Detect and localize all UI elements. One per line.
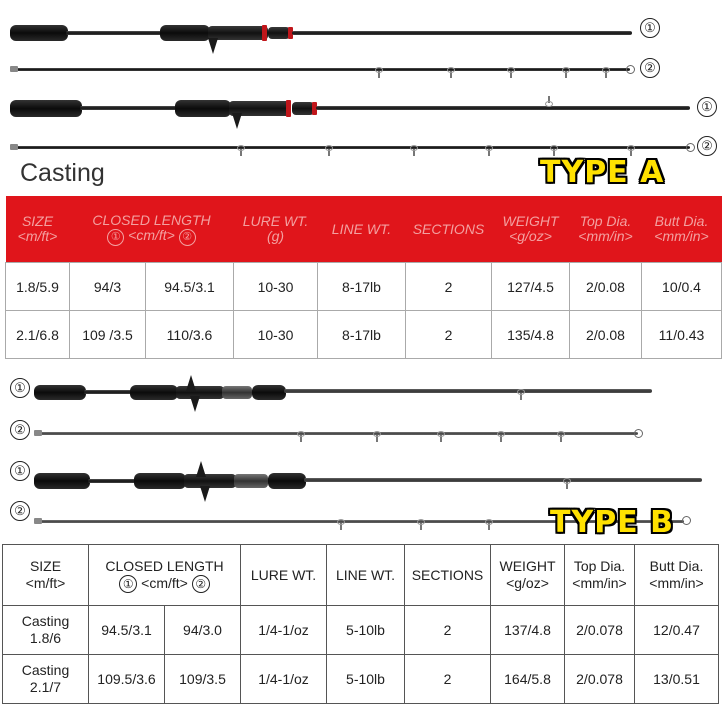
- casting-title: Casting: [20, 159, 105, 187]
- header-size: SIZE <m/ft>: [3, 545, 89, 606]
- cell-butt-dia: 10/0.4: [642, 263, 722, 311]
- cell-size: Casting 1.8/6: [3, 606, 89, 655]
- cell-closed-2: 109/3.5: [165, 655, 241, 704]
- cell-size: 1.8/5.9: [6, 263, 70, 311]
- cell-sections: 2: [405, 655, 491, 704]
- cell-closed-1: 109 /3.5: [70, 311, 146, 359]
- header-sections: SECTIONS: [405, 545, 491, 606]
- cell-line-wt: 5-10lb: [327, 655, 405, 704]
- header-lure-wt: LURE WT. (g): [234, 196, 318, 263]
- cell-butt-dia: 13/0.51: [635, 655, 719, 704]
- cell-lure-wt: 1/4-1/oz: [241, 606, 327, 655]
- cell-butt-dia: 11/0.43: [642, 311, 722, 359]
- header-line-wt: LINE WT.: [318, 196, 406, 263]
- header-weight: WEIGHT <g/oz>: [491, 545, 565, 606]
- header-sections: SECTIONS: [406, 196, 492, 263]
- cell-line-wt: 8-17lb: [318, 263, 406, 311]
- cell-butt-dia: 12/0.47: [635, 606, 719, 655]
- cell-closed-2: 94/3.0: [165, 606, 241, 655]
- cell-closed-2: 94.5/3.1: [146, 263, 234, 311]
- cell-top-dia: 2/0.08: [570, 311, 642, 359]
- header-line-wt: LINE WT.: [327, 545, 405, 606]
- header-butt-dia: Butt Dia. <mm/in>: [635, 545, 719, 606]
- circle-one-icon: ①: [119, 575, 137, 593]
- rod-2-marker: ②: [697, 136, 717, 156]
- spec-table-a: [5, 196, 722, 359]
- cell-top-dia: 2/0.078: [565, 655, 635, 704]
- cell-size: Casting 2.1/7: [3, 655, 89, 704]
- type-b-badge: TYPE B: [550, 505, 674, 540]
- cell-sections: 2: [405, 606, 491, 655]
- table-row: [6, 311, 722, 359]
- header-size: SIZE <m/ft>: [6, 196, 70, 263]
- cell-size: 2.1/6.8: [6, 311, 70, 359]
- rod-1-marker: ①: [697, 97, 717, 117]
- rod-1-marker: ①: [10, 461, 30, 481]
- cell-lure-wt: 1/4-1/oz: [241, 655, 327, 704]
- rod-2-marker: ②: [10, 420, 30, 440]
- table-row: [3, 606, 719, 655]
- header-weight: WEIGHT <g/oz>: [492, 196, 570, 263]
- rod-1-marker: ①: [640, 18, 660, 38]
- cell-closed-2: 110/3.6: [146, 311, 234, 359]
- circle-two-icon: ②: [192, 575, 210, 593]
- cell-closed-1: 109.5/3.6: [89, 655, 165, 704]
- cell-weight: 137/4.8: [491, 606, 565, 655]
- circle-two-icon: ②: [179, 229, 196, 246]
- cell-weight: 135/4.8: [492, 311, 570, 359]
- header-closed-length: CLOSED LENGTH ① <cm/ft> ②: [89, 545, 241, 606]
- header-butt-dia: Butt Dia. <mm/in>: [642, 196, 722, 263]
- cell-line-wt: 5-10lb: [327, 606, 405, 655]
- cell-closed-1: 94.5/3.1: [89, 606, 165, 655]
- cell-sections: 2: [406, 311, 492, 359]
- type-a-badge: TYPE A: [540, 155, 665, 190]
- table-header-row: [6, 196, 722, 263]
- rod-2-marker: ②: [640, 58, 660, 78]
- rod-1-marker: ①: [10, 378, 30, 398]
- table-row: [3, 655, 719, 704]
- cell-lure-wt: 10-30: [234, 311, 318, 359]
- rod-2-marker: ②: [10, 501, 30, 521]
- header-lure-wt: LURE WT.: [241, 545, 327, 606]
- cell-weight: 127/4.5: [492, 263, 570, 311]
- circle-one-icon: ①: [107, 229, 124, 246]
- table-header-row: [3, 545, 719, 606]
- header-closed-length: CLOSED LENGTH ① <cm/ft> ②: [70, 196, 234, 263]
- header-top-dia: Top Dia. <mm/in>: [565, 545, 635, 606]
- cell-top-dia: 2/0.08: [570, 263, 642, 311]
- cell-lure-wt: 10-30: [234, 263, 318, 311]
- cell-top-dia: 2/0.078: [565, 606, 635, 655]
- cell-weight: 164/5.8: [491, 655, 565, 704]
- cell-line-wt: 8-17lb: [318, 311, 406, 359]
- header-top-dia: Top Dia. <mm/in>: [570, 196, 642, 263]
- cell-sections: 2: [406, 263, 492, 311]
- spec-table-b: [2, 544, 719, 704]
- table-row: [6, 263, 722, 311]
- cell-closed-1: 94/3: [70, 263, 146, 311]
